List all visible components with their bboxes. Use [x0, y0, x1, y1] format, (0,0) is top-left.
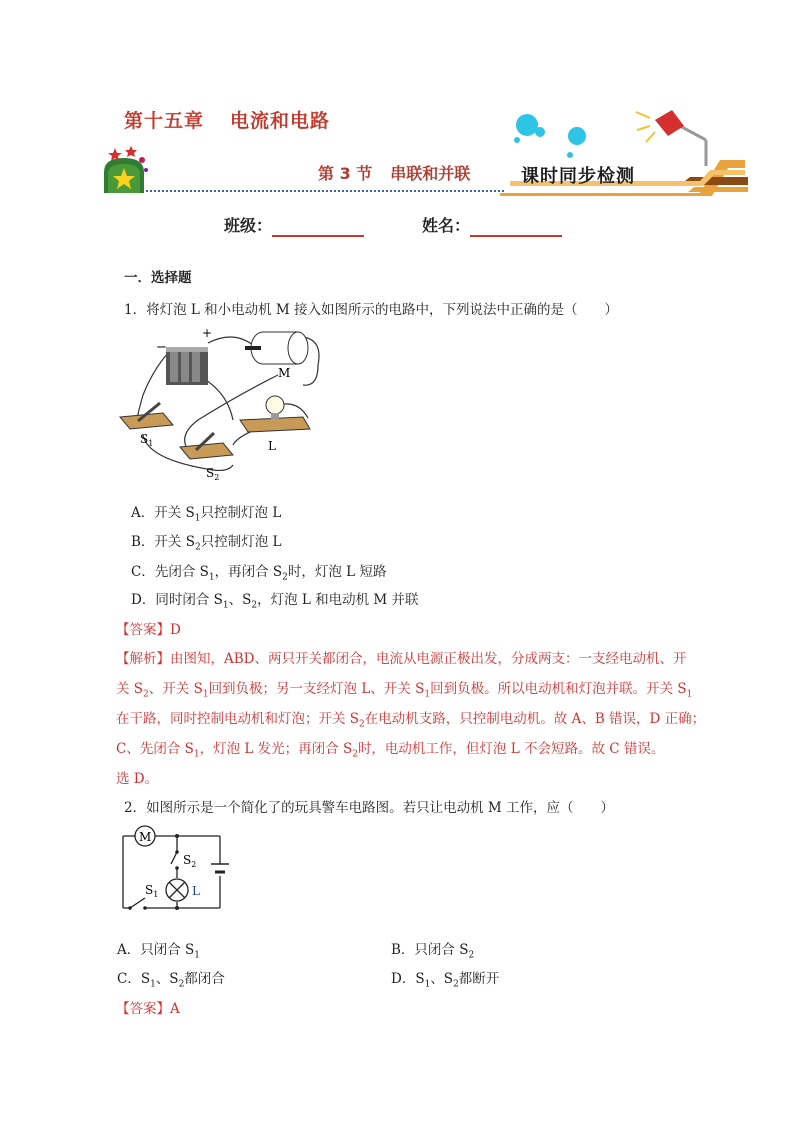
section-title: 串联和并联 — [390, 164, 471, 183]
lamp-icon — [240, 396, 310, 432]
q1-option-a[interactable]: A．开关 $S_1$只控制灯泡 L — [131, 505, 282, 524]
q1-option-b[interactable]: B．开关 $S_2$只控制灯泡 L — [131, 534, 282, 553]
s1-label-2: $S_1$ — [145, 883, 159, 899]
q1-explanation-line-3: 在干路，同时控制电动机和灯泡；开关 $S_2$在电动机支路，只控制电动机。故 A、B 错误，D 正确； — [116, 711, 706, 730]
section-heading — [318, 161, 470, 184]
question-2-stem: 2．如图所示是一个简化了的玩具警车电路图。若只让电动机 M 工作，应（ ） — [124, 800, 614, 816]
battery-plus-label: + — [202, 326, 213, 340]
class-blank[interactable] — [272, 216, 364, 237]
q1-explanation-line-1: 【解析】由图知，ABD、两只开关都闭合，电流从电源正极出发，分成两支：一支经电动机、开 — [116, 651, 687, 667]
class-label: 班级： — [224, 216, 273, 235]
q2-circuit-figure — [115, 822, 240, 917]
class-field — [224, 213, 364, 237]
q2-option-d[interactable]: D．$S_1$、$S_2$都断开 — [391, 971, 500, 990]
motor-icon — [245, 332, 308, 364]
q1-circuit-figure — [118, 325, 338, 485]
q1-option-d[interactable]: D．同时闭合 $S_1$、$S_2$，灯泡 L 和电动机 M 并联 — [131, 592, 419, 611]
s2-label: $S_2$ — [206, 466, 220, 482]
q1-explanation-line-5: 选 D。 — [116, 771, 159, 787]
q2-option-c[interactable]: C．$S_1$、$S_2$都闭合 — [117, 971, 225, 990]
s2-label-2: $S_2$ — [183, 853, 197, 869]
battery-minus-label: − — [156, 340, 167, 355]
q1-explanation-line-2: 关 $S_2$、开关 $S_1$回到负极；另一支经灯泡 L、开关 $S_1$回到负极。所以电动机和灯泡并联。开关 $S_1$ — [116, 681, 693, 700]
chapter-number: 第十五章 — [124, 110, 205, 132]
star-stage-icon — [104, 146, 148, 193]
q2-answer: 【答案】A — [116, 1001, 180, 1017]
q1-explanation-line-4: C、先闭合 $S_1$，灯泡 L 发光；再闭合 $S_2$时，电动机工作，但灯泡 L 不会短路。故 C 错误。 — [116, 741, 665, 760]
motor-label: M — [278, 366, 291, 380]
bubbles-icon — [514, 114, 586, 158]
chapter-title: 电流和电路 — [230, 110, 331, 132]
switch-s2-icon — [180, 433, 233, 459]
name-label: 姓名： — [422, 216, 471, 235]
lamp-label: L — [268, 439, 276, 453]
lamp-symbol-icon — [166, 879, 188, 901]
q2-option-b[interactable]: B．只闭合 $S_2$ — [391, 942, 475, 961]
chapter-heading — [124, 106, 330, 133]
battery-icon — [166, 347, 208, 385]
q1-option-c[interactable]: C．先闭合 $S_1$，再闭合 $S_2$时，灯泡 L 短路 — [131, 564, 387, 583]
motor-label-2: M — [139, 830, 152, 844]
question-1-stem: 1．将灯泡 L 和小电动机 M 接入如图所示的电路中，下列说法中正确的是（ ） — [124, 302, 619, 318]
q2-option-a[interactable]: A．只闭合 $S_1$ — [117, 942, 201, 961]
lamp-label-2: L — [192, 884, 200, 898]
banner-text: 课时同步检测 — [521, 166, 635, 187]
name-field — [422, 213, 562, 237]
section-heading-choice: 一．选择题 — [124, 270, 192, 286]
q1-answer: 【答案】D — [116, 622, 181, 638]
desk-lamp-icon — [636, 110, 706, 166]
section-number: 第 3 节 — [318, 164, 373, 183]
switch-s1-icon — [120, 403, 173, 429]
s1-label: $S_1$ — [140, 432, 154, 448]
name-blank[interactable] — [470, 216, 562, 237]
